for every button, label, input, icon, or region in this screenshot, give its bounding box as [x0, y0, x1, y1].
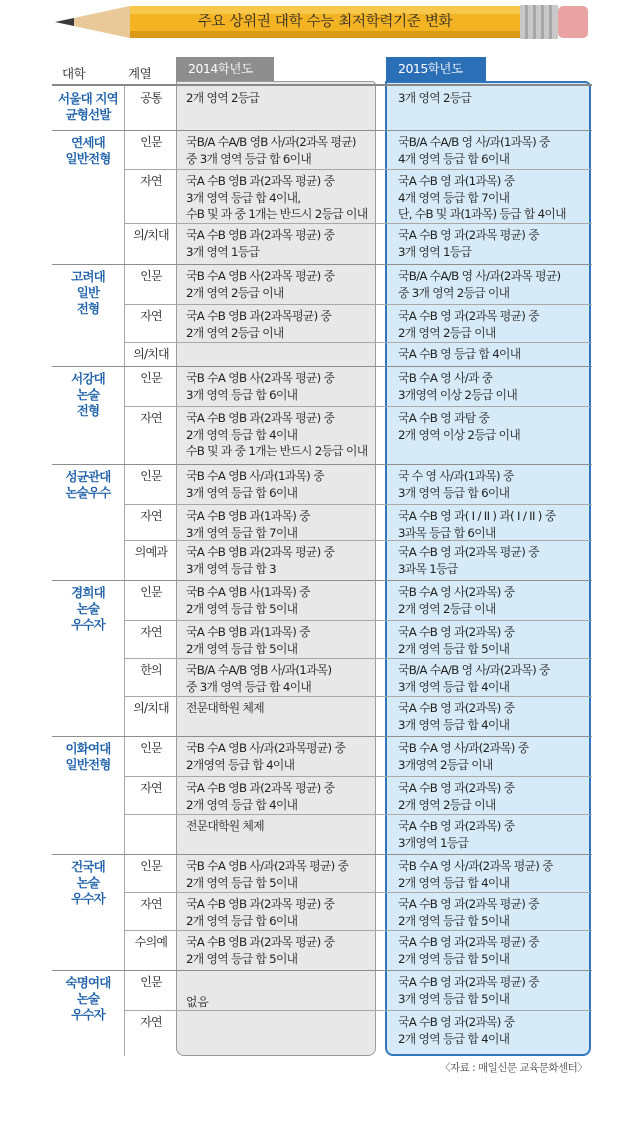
university-name-line: 성균관대: [65, 469, 111, 484]
criteria-line: 2개 영역 등급 합 5이내: [398, 641, 510, 656]
criteria-line: 2개 영역 등급 합 6이내: [186, 913, 298, 928]
criteria-line: 국B 수A 영 사/과(2과목) 중: [398, 741, 529, 755]
criteria-2014-cell: [186, 934, 372, 967]
criteria-line: 국A 수B 영 과(1과목) 중: [398, 174, 515, 188]
sookmyung-2014-cell: 없음: [186, 995, 209, 1009]
criteria-line: 국B 수A 영 사/과(2과목 평균) 중: [398, 859, 553, 873]
university-name-line: 이화여대: [65, 741, 111, 756]
university-name-line: 건국대: [71, 859, 105, 874]
criteria-line: 전문대학원 체제: [186, 819, 264, 833]
row-separator: [124, 169, 592, 170]
row-separator: [124, 304, 592, 305]
criteria-line: 국A 수B 영B 과(2과목 평균) 중: [186, 781, 335, 795]
criteria-line: 국A 수B 영 등급 합 4이내: [398, 347, 521, 361]
criteria-2015-cell: [398, 134, 588, 167]
university-name-line: 우수자: [71, 1007, 105, 1022]
track-label: 인문: [140, 975, 162, 989]
criteria-2015-cell: [398, 90, 588, 107]
row-separator: [52, 736, 592, 737]
criteria-line: 국A 수B 영 과(2과목) 중: [398, 701, 515, 715]
criteria-line: 3개 영역 등급 합 5이내: [398, 991, 510, 1006]
criteria-line: 4개 영역 등급 합 7이내: [398, 190, 510, 205]
row-separator: [52, 264, 592, 265]
criteria-line: 국B/A 수A/B 영 사/과(2과목 평균): [398, 269, 561, 283]
university-name: [52, 585, 124, 633]
criteria-2015-cell: [398, 544, 588, 577]
track-label: 자연: [140, 309, 162, 323]
header-2015-tab: 2015학년도: [386, 57, 486, 81]
university-name-line: 논술: [76, 601, 100, 616]
criteria-line: 국B 수A 영B 사/과(2과목평균) 중: [186, 741, 346, 755]
criteria-2015-cell: [398, 740, 588, 773]
criteria-line: 3개 영역 2등급: [398, 91, 472, 105]
criteria-line: 3개영역 2등급 이내: [398, 757, 493, 772]
row-separator: [124, 620, 592, 621]
criteria-line: 국A 수B 영 과(2과목) 중: [398, 1015, 515, 1029]
criteria-2015-cell: [398, 410, 588, 443]
track-label: 공통: [140, 91, 162, 105]
university-name-line: 논술: [76, 991, 100, 1006]
criteria-line: 중 3개 영역 2등급 이내: [398, 285, 510, 300]
track-label: 자연: [140, 509, 162, 523]
criteria-line: 2개 영역 등급 합 5이내: [398, 913, 510, 928]
source-note: 〈자료 : 매일신문 교육문화센터〉: [440, 1062, 588, 1074]
criteria-line: 국A 수B 영B 과(1과목) 중: [186, 509, 310, 523]
track-label: 인문: [140, 469, 162, 483]
university-name-line: 일반전형: [65, 151, 111, 166]
criteria-2014-cell: [186, 584, 372, 617]
criteria-line: 3개 영역 등급 합 4이내: [398, 717, 510, 732]
criteria-2015-cell: [398, 468, 588, 501]
criteria-2015-cell: [398, 780, 588, 813]
criteria-line: 국B/A 수A/B 영B 사/과(2과목 평균): [186, 135, 356, 149]
criteria-2014-cell: [186, 227, 372, 260]
university-name-line: 균형선발: [65, 107, 111, 122]
criteria-2015-cell: [398, 268, 588, 301]
university-name-line: 서강대: [71, 371, 105, 386]
criteria-line: 국B 수A 영B 사(2과목 평균) 중: [186, 371, 335, 385]
track-label: 인문: [140, 269, 162, 283]
criteria-2014-cell: [186, 818, 372, 835]
criteria-2015-cell: [398, 974, 588, 1007]
criteria-line: 2개 영역 등급 합 5이내: [186, 951, 298, 966]
track-label: 의/치대: [133, 701, 169, 715]
university-name: [52, 859, 124, 907]
column-divider: [124, 86, 125, 1056]
criteria-line: 3개영역 1등급: [398, 835, 469, 850]
row-separator: [124, 930, 592, 931]
criteria-line: 3개 영역 등급 합 6이내: [398, 485, 510, 500]
criteria-2014-cell: [186, 544, 372, 577]
row-separator: [52, 130, 592, 131]
criteria-2015-cell: [398, 584, 588, 617]
university-name-line: 논술: [76, 875, 100, 890]
criteria-line: 2개 영역 2등급 이내: [186, 325, 284, 340]
criteria-line: 국B/A 수A/B 영 사/과(1과목) 중: [398, 135, 550, 149]
criteria-line: 2개 영역 이상 2등급 이내: [398, 427, 521, 442]
criteria-line: 국A 수B 영B 과(2과목 평균) 중: [186, 897, 335, 911]
criteria-line: 3개 영역 등급 합 6이내: [186, 485, 298, 500]
university-name-line: 숙명여대: [65, 975, 111, 990]
criteria-line: 3개 영역 등급 합 4이내,: [186, 190, 301, 205]
criteria-2014-cell: [186, 468, 372, 501]
criteria-2014-cell: [186, 268, 372, 301]
criteria-line: 국A 수B 영B 과(2과목 평균) 중: [186, 174, 335, 188]
criteria-line: 국B 수A 영B 사/과(1과목) 중: [186, 469, 324, 483]
university-name: [52, 135, 124, 167]
track-label: 자연: [140, 625, 162, 639]
criteria-line: 국A 수B 영B 과(2과목 평균) 중: [186, 935, 335, 949]
criteria-line: 국A 수B 영 과(2과목 평균) 중: [398, 975, 539, 989]
track-label: 의예과: [134, 545, 168, 559]
criteria-line: 국B/A 수A/B 영 사/과(2과목) 중: [398, 663, 550, 677]
criteria-line: 전문대학원 체제: [186, 701, 264, 715]
criteria-2014-cell: [186, 780, 372, 813]
criteria-line: 2개 영역 등급 합 5이내: [186, 641, 298, 656]
criteria-2015-cell: [398, 1014, 588, 1047]
criteria-2014-cell: [186, 173, 372, 223]
row-separator: [124, 1010, 592, 1011]
criteria-line: 3과목 등급 합 6이내: [398, 525, 496, 540]
criteria-line: 2개 영역 등급 합 4이내: [398, 1031, 510, 1046]
criteria-line: 3개 영역 등급 합 6이내: [186, 387, 298, 402]
criteria-2014-cell: [186, 740, 372, 773]
row-separator: [124, 342, 592, 343]
track-label: 인문: [140, 371, 162, 385]
row-separator: [52, 464, 592, 465]
criteria-2014-cell: [186, 134, 372, 167]
university-name-line: 전형: [76, 403, 100, 418]
row-separator: [124, 406, 592, 407]
track-label: 인문: [140, 585, 162, 599]
criteria-line: 2개 영역 2등급 이내: [398, 797, 496, 812]
criteria-2015-cell: [398, 700, 588, 733]
criteria-2015-cell: [398, 662, 588, 695]
criteria-2014-cell: [186, 662, 372, 695]
criteria-line: 단, 수B 및 과(1과목) 등급 합 4이내: [398, 207, 566, 221]
page-title: 주요 상위권 대학 수능 최저학력기준 변화: [197, 14, 453, 30]
university-name-line: 고려대: [71, 269, 105, 284]
criteria-line: 2개 영역 2등급: [186, 91, 260, 105]
criteria-2014-cell: [186, 308, 372, 341]
criteria-2014-cell: [186, 858, 372, 891]
criteria-line: 국B 수A 영B 사/과(2과목 평균) 중: [186, 859, 349, 873]
criteria-line: 2개 영역 등급 합 5이내: [186, 875, 298, 890]
criteria-2015-cell: [398, 896, 588, 929]
criteria-2015-cell: [398, 173, 588, 223]
criteria-line: 4개 영역 등급 합 6이내: [398, 151, 510, 166]
university-name-line: 논술: [76, 387, 100, 402]
criteria-line: 2개 영역 2등급 이내: [398, 325, 496, 340]
university-name-line: 일반: [76, 285, 100, 300]
criteria-line: 2개영역 등급 합 4이내: [186, 757, 295, 772]
university-name: [52, 269, 124, 317]
criteria-line: 3개 영역 등급 합 7이내: [186, 525, 298, 540]
criteria-line: 국B/A 수A/B 영B 사/과(1과목): [186, 663, 332, 677]
criteria-2015-cell: [398, 308, 588, 341]
criteria-2015-cell: [398, 227, 588, 260]
criteria-line: 2개 영역 2등급 이내: [186, 285, 284, 300]
university-name: [52, 469, 124, 501]
criteria-line: 국A 수B 영 과탐 중: [398, 411, 490, 425]
track-label: 자연: [140, 897, 162, 911]
criteria-2014-cell: [186, 370, 372, 403]
row-separator: [124, 658, 592, 659]
track-label: 인문: [140, 135, 162, 149]
criteria-line: 3개 영역 1등급: [398, 244, 472, 259]
row-separator: [52, 970, 592, 971]
criteria-line: 2개 영역 등급 합 5이내: [186, 601, 298, 616]
university-name: [52, 975, 124, 1023]
track-label: 자연: [140, 781, 162, 795]
track-label: 의/치대: [133, 228, 169, 242]
university-name-line: 우수자: [71, 891, 105, 906]
university-name-line: 논술우수: [65, 485, 111, 500]
row-separator: [124, 776, 592, 777]
criteria-line: 국A 수B 영 과( I / II ) 과( I / II ) 중: [398, 509, 556, 523]
row-separator: [52, 580, 592, 581]
university-name-line: 서울대 지역: [58, 91, 118, 106]
criteria-2015-cell: [398, 508, 588, 541]
university-name-line: 일반전형: [65, 757, 111, 772]
criteria-line: 국 수 영 사/과(1과목) 중: [398, 469, 514, 483]
criteria-line: 국A 수B 영 과(2과목) 중: [398, 625, 515, 639]
criteria-2014-cell: [186, 700, 372, 717]
header-divider: [52, 84, 592, 86]
criteria-2015-cell: [398, 370, 588, 403]
criteria-line: 국A 수B 영B 과(2과목평균) 중: [186, 309, 332, 323]
criteria-line: 3개 영역 1등급: [186, 244, 260, 259]
criteria-line: 수B 및 과 중 1개는 반드시 2등급 이내: [186, 207, 368, 221]
criteria-2014-cell: [186, 508, 372, 541]
criteria-line: 2개 영역 등급 합 4이내: [186, 427, 298, 442]
university-name-line: 연세대: [71, 135, 105, 150]
track-label: 자연: [140, 411, 162, 425]
header-track: 계열: [128, 66, 152, 81]
criteria-line: 국A 수B 영 과(2과목 평균) 중: [398, 935, 539, 949]
criteria-line: 국B 수A 영B 사(2과목 평균) 중: [186, 269, 335, 283]
criteria-line: 2개 영역 등급 합 5이내: [398, 951, 510, 966]
track-label: 자연: [140, 1015, 162, 1029]
criteria-line: 국A 수B 영 과(2과목) 중: [398, 781, 515, 795]
university-name: [52, 741, 124, 773]
track-label: 의/치대: [133, 347, 169, 361]
university-name-line: 경희대: [71, 585, 105, 600]
track-label: 한의: [140, 663, 162, 677]
criteria-2014-cell: [186, 410, 372, 460]
criteria-line: 중 3개 영역 등급 합 6이내: [186, 151, 312, 166]
row-separator: [124, 223, 592, 224]
criteria-2015-cell: [398, 818, 588, 851]
university-name: [52, 91, 124, 123]
criteria-line: 국A 수B 영 과(2과목) 중: [398, 819, 515, 833]
criteria-line: 국A 수B 영 과(2과목 평균) 중: [398, 545, 539, 559]
criteria-line: 국B 수A 영 사(2과목) 중: [398, 585, 515, 599]
track-label: 자연: [140, 174, 162, 188]
criteria-line: 3개 영역 등급 합 4이내: [398, 679, 510, 694]
criteria-line: 3과목 1등급: [398, 561, 458, 576]
row-separator: [124, 504, 592, 505]
criteria-line: 국A 수B 영B 과(1과목) 중: [186, 625, 310, 639]
track-label: 인문: [140, 741, 162, 755]
criteria-line: 국B 수A 영B 사(1과목) 중: [186, 585, 310, 599]
criteria-line: 국A 수B 영B 과(2과목 평균) 중: [186, 228, 335, 242]
track-label: 인문: [140, 859, 162, 873]
row-separator: [124, 892, 592, 893]
criteria-line: 2개 영역 등급 합 4이내: [186, 797, 298, 812]
track-label: 수의예: [134, 935, 168, 949]
criteria-2015-cell: [398, 346, 588, 363]
university-name-line: 우수자: [71, 617, 105, 632]
criteria-line: 2개 영역 등급 합 4이내: [398, 875, 510, 890]
criteria-2015-cell: [398, 624, 588, 657]
row-separator: [124, 696, 592, 697]
pencil-lead-tip: [55, 18, 74, 26]
criteria-2014-cell: [186, 896, 372, 929]
pencil-eraser: [558, 6, 588, 38]
criteria-2015-cell: [398, 934, 588, 967]
row-separator: [52, 366, 592, 367]
criteria-line: 국A 수B 영 과(2과목 평균) 중: [398, 897, 539, 911]
criteria-line: 3개 영역 등급 합 3: [186, 561, 276, 576]
criteria-line: 국A 수B 영 과(2과목 평균) 중: [398, 228, 539, 242]
criteria-line: 수B 및 과 중 1개는 반드시 2등급 이내: [186, 444, 368, 458]
criteria-line: 3개영역 이상 2등급 이내: [398, 387, 518, 402]
row-separator: [124, 540, 592, 541]
row-separator: [52, 854, 592, 855]
header-university: 대학: [62, 66, 86, 81]
criteria-line: 국A 수B 영B 과(2과목 평균) 중: [186, 411, 335, 425]
criteria-line: 2개 영역 2등급 이내: [398, 601, 496, 616]
row-separator: [124, 814, 592, 815]
criteria-2014-cell: [186, 624, 372, 657]
criteria-2014-cell: [186, 90, 372, 107]
university-name: [52, 371, 124, 419]
university-name-line: 전형: [76, 301, 100, 316]
header-2014-tab: 2014학년도: [176, 57, 274, 81]
criteria-line: 국A 수B 영B 과(2과목 평균) 중: [186, 545, 335, 559]
criteria-line: 국A 수B 영 과(2과목 평균) 중: [398, 309, 539, 323]
criteria-2015-cell: [398, 858, 588, 891]
criteria-line: 중 3개 영역 등급 합 4이내: [186, 679, 312, 694]
criteria-line: 국B 수A 영 사/과 중: [398, 371, 493, 385]
